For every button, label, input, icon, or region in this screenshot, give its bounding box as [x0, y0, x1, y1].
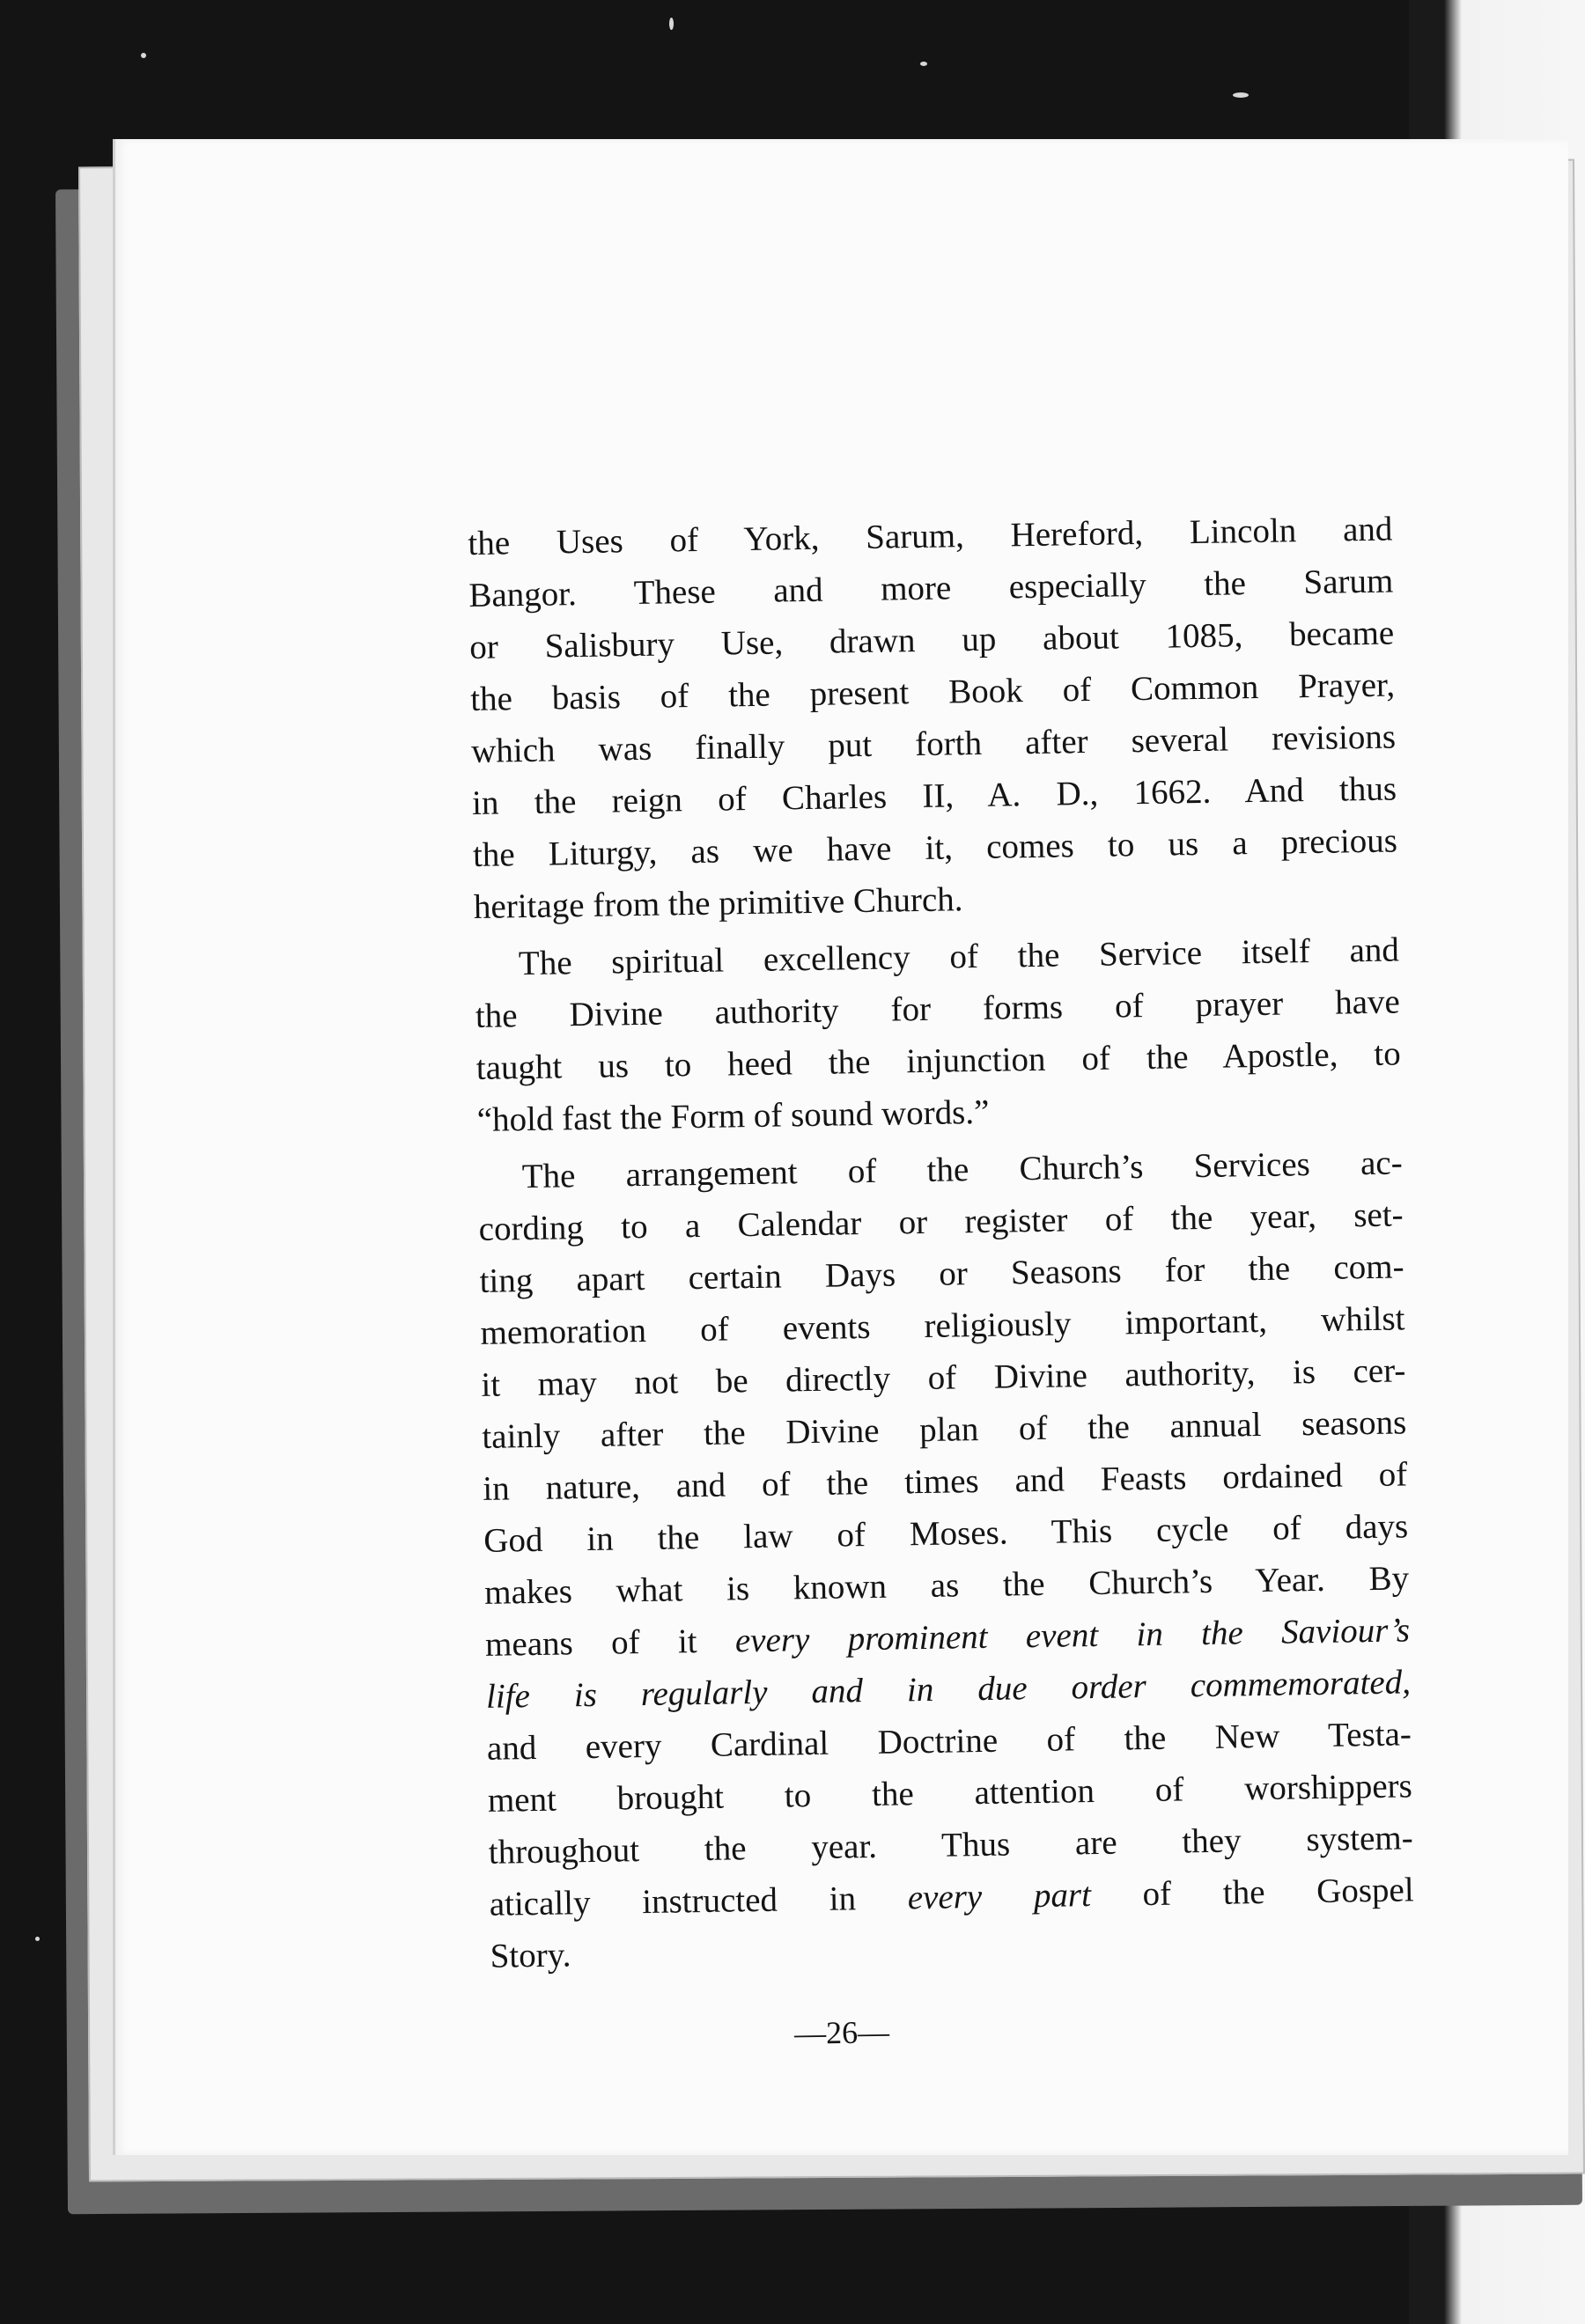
paragraph-2: [475, 923, 1403, 1145]
scan-speck: [669, 18, 674, 30]
scan-speck: [141, 53, 146, 58]
text-line: Bangor. These and more especially the Sarum: [468, 562, 1394, 614]
italic-run: every part: [907, 1876, 1092, 1917]
paragraph-1: [468, 504, 1398, 933]
text-line: taught us to heed the injunction of the Apostle, to: [476, 1034, 1402, 1087]
text-line: and every Cardinal Doctrine of the New Testa-: [486, 1715, 1412, 1768]
text-line: makes what is known as the Church’s Year. By: [483, 1559, 1410, 1612]
text-line: God in the law of Moses. This cycle of days: [483, 1507, 1409, 1560]
text-line: throughout the year. Thus are they system-: [488, 1819, 1414, 1872]
book-page: [113, 139, 1568, 2155]
text-line: The spiritual excellency of the Service itself and: [518, 930, 1400, 983]
scan-speck: [35, 1937, 40, 1941]
scan-speck: [1233, 92, 1249, 98]
text-line: in nature, and of the times and Feasts ordained of: [482, 1455, 1408, 1508]
page-number: —26—: [793, 2014, 890, 2051]
italic-run: life is regularly and in due order commemorated,: [485, 1663, 1412, 1716]
text-run: of the Gospel: [1090, 1871, 1414, 1915]
text-line: the Divine authority for forms of prayer have: [475, 982, 1401, 1035]
text-run: atically instructed in: [489, 1879, 909, 1923]
text-line: it may not be directly of Divine authority, is cer-: [481, 1351, 1406, 1404]
scan-speck: [920, 62, 927, 66]
italic-run: every prominent event in the Saviour’s: [734, 1611, 1411, 1660]
text-line: in the reign of Charles II, A. D., 1662. And thus: [471, 769, 1397, 822]
text-line: ment brought to the attention of worshippers: [487, 1767, 1413, 1820]
text-line: cording to a Calendar or register of the year, set-: [478, 1195, 1404, 1248]
text-line: the Liturgy, as we have it, comes to us a precious: [472, 821, 1398, 874]
text-line: ting apart certain Days or Seasons for the com-: [479, 1247, 1404, 1300]
text-line: the basis of the present Book of Common Prayer,: [469, 666, 1396, 718]
page-text: [468, 504, 1415, 1982]
text-line: which was finally put forth after several revisions: [470, 717, 1397, 770]
text-line: The arrangement of the Church’s Services ac-: [521, 1144, 1403, 1196]
paragraph-3: [477, 1136, 1415, 1982]
text-line: tainly after the Divine plan of the annual seasons: [482, 1403, 1407, 1456]
text-run: means of it: [484, 1622, 736, 1664]
text-line: “hold fast the Form of sound words.”: [476, 1092, 990, 1139]
text-line: memoration of events religiously important, whilst: [480, 1299, 1405, 1352]
text-line: heritage from the primitive Church.: [473, 880, 963, 926]
text-line: Story.: [490, 1936, 571, 1975]
text-line: or Salisbury Use, drawn up about 1085, became: [468, 614, 1395, 666]
text-line: the Uses of York, Sarum, Hereford, Lincoln and: [468, 510, 1393, 563]
